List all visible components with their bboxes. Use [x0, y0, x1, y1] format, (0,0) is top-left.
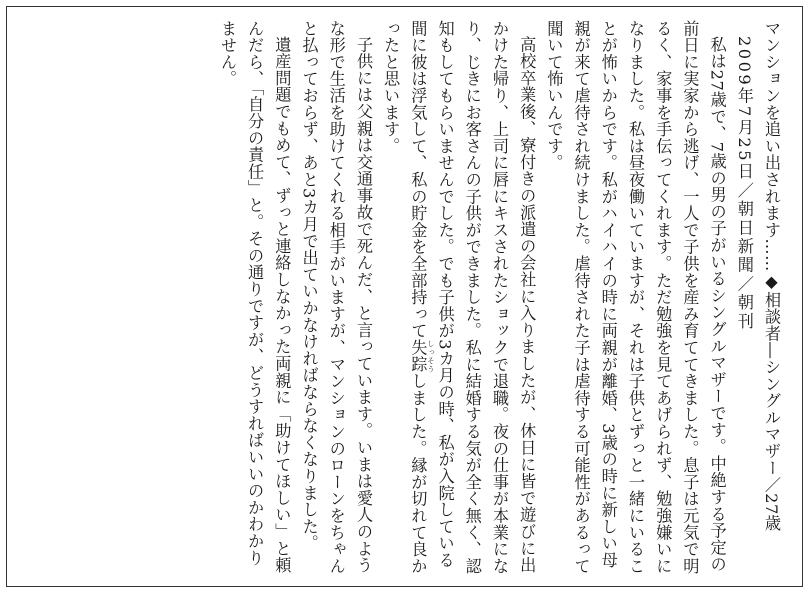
paragraph-1: 私は27歳で、7歳の男の子がいるシングルマザーです。中絶する予定の前日に実家から逃げ、一人で子供を産み育ててきました。息子は元気で明るく、家事を手伝ってくれます。ただ勉強を見てあげられず、勉強嫌いになりました。私は昼夜働いていますが、それは子供とずっと一緒にいることが怖いからです。私がハイハイの時に両親が離婚、3歳の時に新しい母親が来て虐待され続けました。虐待された子は虐待する可能性があるって聞いて怖いんです。 — [544, 20, 727, 575]
paragraph-2-text: 高校卒業後、寮付きの派遣の会社に入りましたが、休日に皆で遊びに出かけた帰り、上司に唇にキスされたショックで退職。夜の仕事が本業になり、じきにお客さんの子供ができました。私に結婚する気が全く無く、認知もしてもらいませんでした。でも子供が3カ月の時、私が入院している間に彼は浮気して、私の貯金を全部持って — [408, 20, 537, 575]
ruby-word — [408, 339, 435, 373]
article-source: 2009年7月25日／朝日新聞／朝刊 — [734, 36, 754, 332]
article-body — [25, 20, 785, 575]
ruby-reading: しっそう — [426, 339, 435, 373]
paragraph-4: 遺産問題でもめて、ずっと連絡しなかった両親に「助けてほしい」と頼んだら、「自分の責任」と。その通りですが、どうすればいいのかわかりません。 — [217, 20, 292, 574]
paragraph-3: 子供には父親は交通事故で死んだ、と言っています。いまは愛人のような形で生活を助けてくれる相手がいますが、マンションのローンをちゃんと払っておらず、あと3カ月で出ていかなければならなくなりました。 — [299, 20, 373, 575]
ruby-base: 失踪 — [408, 339, 428, 373]
paragraph-2-tail: しました。縁が切れて良かったと思います。 — [381, 20, 428, 575]
paragraph-2 — [377, 20, 540, 575]
article-title: マンションを追い出されます……◆相談者―シングルマザー／27歳 — [762, 20, 781, 532]
